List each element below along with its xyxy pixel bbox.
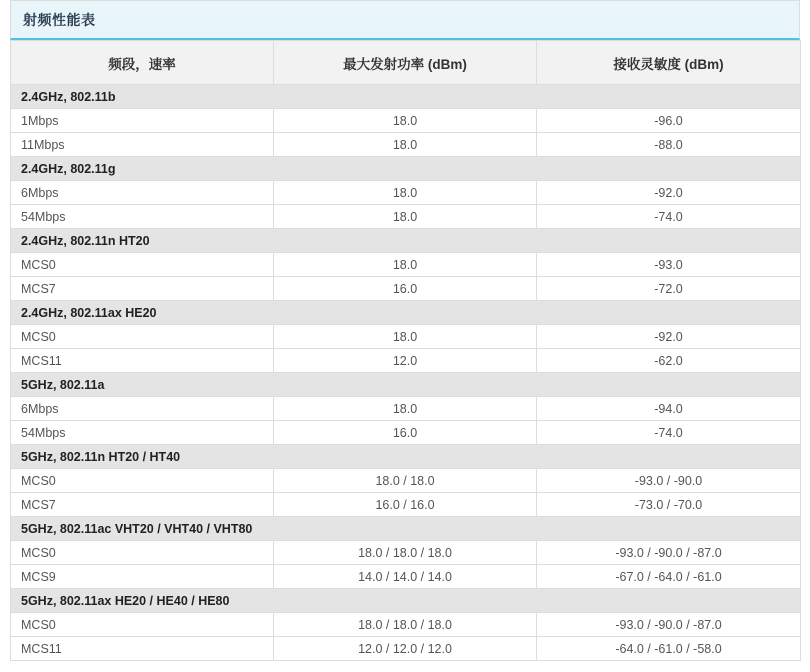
row-label: 54Mbps [11,205,274,229]
table-row [11,397,801,421]
row-tx-power: 18.0 / 18.0 [274,469,537,493]
row-tx-power: 18.0 [274,397,537,421]
row-rx-sensitivity: -92.0 [537,181,801,205]
row-tx-power: 18.0 [274,181,537,205]
row-label: MCS7 [11,493,274,517]
table-header-row [11,41,801,85]
table-group-row [11,445,801,469]
row-tx-power: 14.0 / 14.0 / 14.0 [274,565,537,589]
row-label: MCS7 [11,277,274,301]
row-rx-sensitivity: -62.0 [537,349,801,373]
row-label: MCS0 [11,325,274,349]
row-label: 6Mbps [11,181,274,205]
row-rx-sensitivity: -64.0 / -61.0 / -58.0 [537,637,801,661]
row-tx-power: 18.0 [274,325,537,349]
row-tx-power: 18.0 [274,109,537,133]
table-group-row [11,229,801,253]
row-rx-sensitivity: -72.0 [537,277,801,301]
table-row [11,109,801,133]
row-rx-sensitivity: -92.0 [537,325,801,349]
row-rx-sensitivity: -88.0 [537,133,801,157]
row-tx-power: 18.0 [274,133,537,157]
row-label: MCS11 [11,349,274,373]
table-row [11,541,801,565]
row-rx-sensitivity: -94.0 [537,397,801,421]
column-header-max-tx-power: 最大发射功率 (dBm) [274,41,537,85]
table-row [11,205,801,229]
row-rx-sensitivity: -93.0 [537,253,801,277]
row-tx-power: 18.0 / 18.0 / 18.0 [274,541,537,565]
page-title: 射频性能表 [23,11,96,28]
group-label: 2.4GHz, 802.11ax HE20 [11,301,801,325]
panel-title-bar [10,0,800,40]
row-rx-sensitivity: -73.0 / -70.0 [537,493,801,517]
row-label: MCS0 [11,541,274,565]
row-rx-sensitivity: -93.0 / -90.0 / -87.0 [537,613,801,637]
table-header [11,41,801,85]
row-rx-sensitivity: -67.0 / -64.0 / -61.0 [537,565,801,589]
row-tx-power: 12.0 [274,349,537,373]
table-group-row [11,85,801,109]
row-tx-power: 16.0 [274,421,537,445]
row-tx-power: 16.0 / 16.0 [274,493,537,517]
table-group-row [11,517,801,541]
table-row [11,253,801,277]
table-row [11,349,801,373]
table-row [11,325,801,349]
row-tx-power: 18.0 / 18.0 / 18.0 [274,613,537,637]
table-row [11,421,801,445]
row-label: 1Mbps [11,109,274,133]
group-label: 2.4GHz, 802.11b [11,85,801,109]
group-label: 5GHz, 802.11ax HE20 / HE40 / HE80 [11,589,801,613]
row-label: MCS9 [11,565,274,589]
row-tx-power: 16.0 [274,277,537,301]
group-label: 5GHz, 802.11ac VHT20 / VHT40 / VHT80 [11,517,801,541]
table-row [11,637,801,661]
row-tx-power: 12.0 / 12.0 / 12.0 [274,637,537,661]
row-rx-sensitivity: -93.0 / -90.0 / -87.0 [537,541,801,565]
group-label: 5GHz, 802.11n HT20 / HT40 [11,445,801,469]
row-label: 11Mbps [11,133,274,157]
table-row [11,181,801,205]
row-label: MCS11 [11,637,274,661]
table-row [11,493,801,517]
row-rx-sensitivity: -96.0 [537,109,801,133]
table-row [11,565,801,589]
group-label: 2.4GHz, 802.11n HT20 [11,229,801,253]
row-label: MCS0 [11,613,274,637]
table-group-row [11,589,801,613]
table-group-row [11,157,801,181]
table-row [11,469,801,493]
table-group-row [11,301,801,325]
row-tx-power: 18.0 [274,205,537,229]
row-label: MCS0 [11,253,274,277]
column-header-band-rate: 频段，速率 [11,41,274,85]
row-rx-sensitivity: -74.0 [537,205,801,229]
row-tx-power: 18.0 [274,253,537,277]
group-label: 2.4GHz, 802.11g [11,157,801,181]
table-row [11,133,801,157]
group-label: 5GHz, 802.11a [11,373,801,397]
table-row [11,277,801,301]
table-row [11,613,801,637]
row-label: 54Mbps [11,421,274,445]
row-label: MCS0 [11,469,274,493]
rf-performance-table [10,40,801,661]
row-rx-sensitivity: -74.0 [537,421,801,445]
row-rx-sensitivity: -93.0 / -90.0 [537,469,801,493]
row-label: 6Mbps [11,397,274,421]
table-group-row [11,373,801,397]
table-body [11,85,801,661]
column-header-rx-sensitivity: 接收灵敏度 (dBm) [537,41,801,85]
